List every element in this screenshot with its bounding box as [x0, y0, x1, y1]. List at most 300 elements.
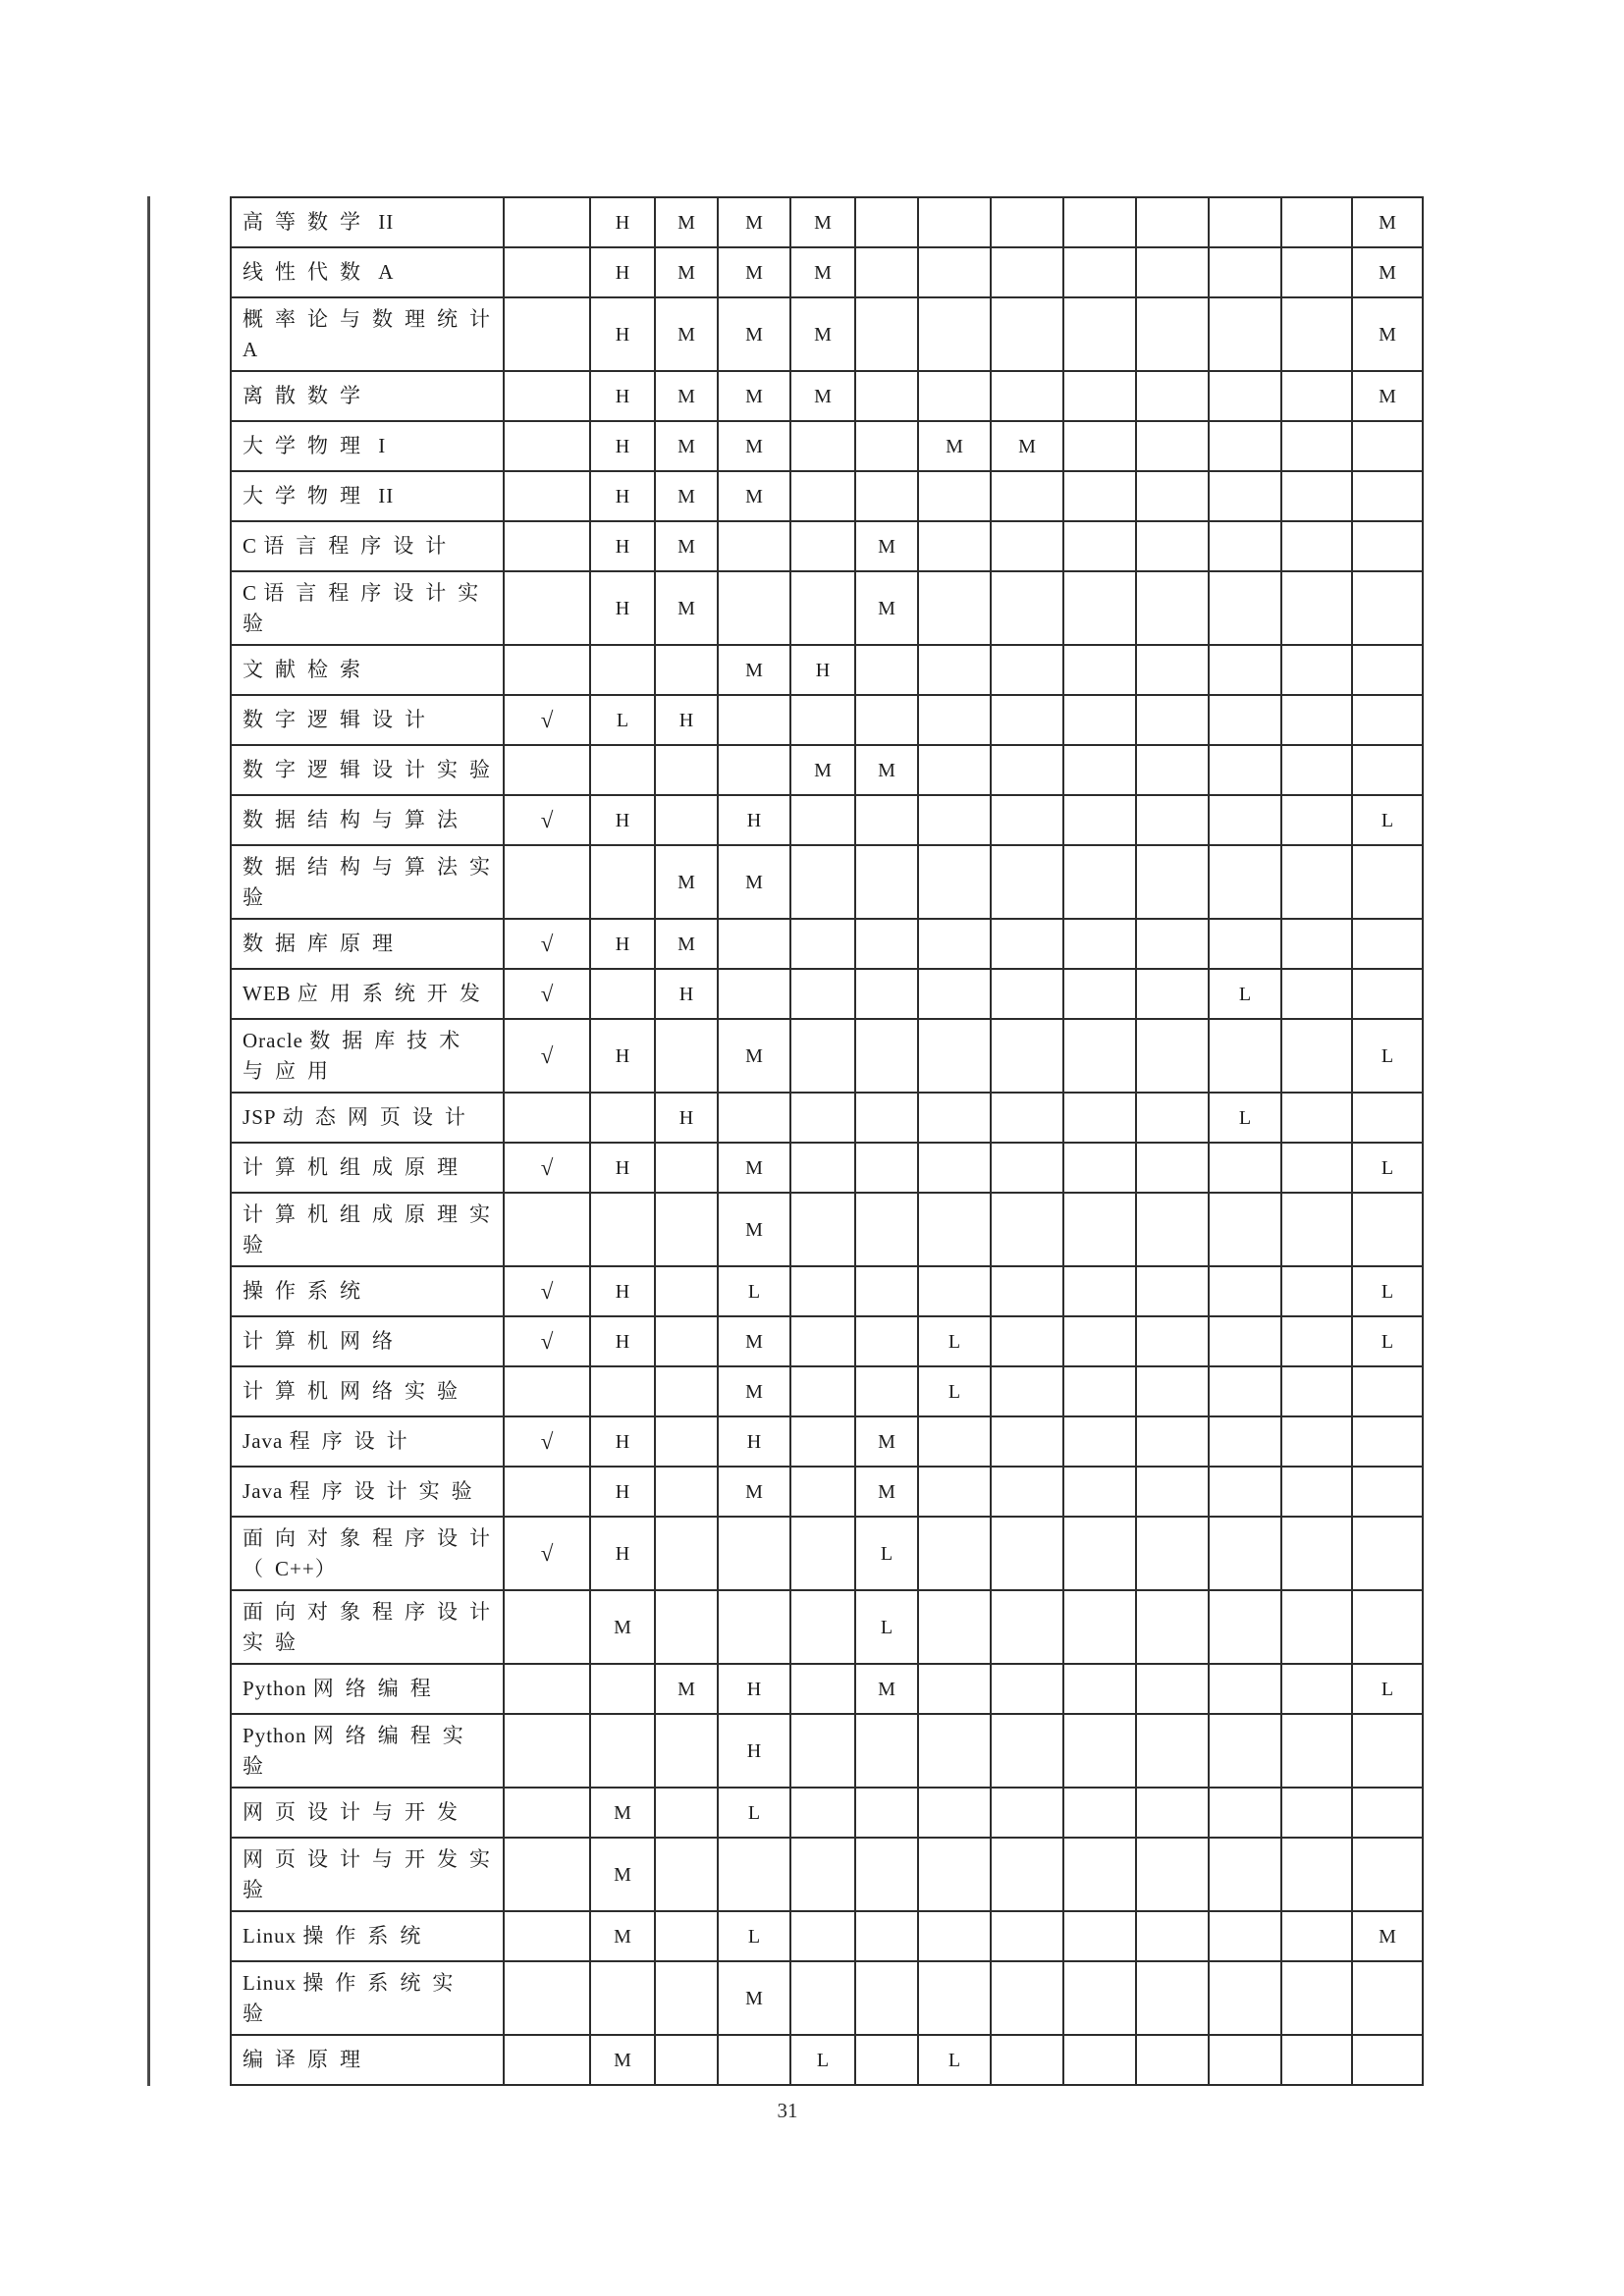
course-name-line: 数 据 库 原 理 [243, 932, 393, 955]
level-value-cell: L [919, 2036, 992, 2086]
level-value-cell [791, 1144, 856, 1194]
level-value-cell [856, 696, 919, 746]
level-value-cell [591, 1665, 656, 1715]
level-value-cell [591, 1962, 656, 2036]
level-value-cell [992, 1715, 1064, 1789]
level-value-cell [1282, 422, 1353, 472]
level-value-cell [919, 846, 992, 920]
level-value-cell [856, 1839, 919, 1912]
revision-bar [147, 196, 150, 2086]
level-value-cell [1353, 1715, 1424, 1789]
level-value-cell [919, 696, 992, 746]
level-value-cell: M [856, 1468, 919, 1518]
support-check-cell: √ [505, 696, 591, 746]
level-value-cell [1353, 1417, 1424, 1468]
level-value-cell: H [719, 796, 791, 846]
level-value-cell [1353, 1518, 1424, 1591]
level-value-cell [1064, 796, 1137, 846]
course-name-cell [232, 248, 505, 298]
level-value-cell [919, 372, 992, 422]
level-value-cell [1064, 298, 1137, 372]
course-name-line: Linux 操 作 系 统 实 [243, 1970, 454, 1995]
course-name-line: 文 献 检 索 [243, 658, 360, 681]
level-value-cell [1064, 1789, 1137, 1839]
level-value-cell [791, 1962, 856, 2036]
level-value-cell [1064, 1591, 1137, 1665]
level-value-cell [856, 796, 919, 846]
level-value-cell [1282, 746, 1353, 796]
level-value-cell [791, 1839, 856, 1912]
level-value-cell [591, 746, 656, 796]
matrix-table [230, 196, 1424, 2086]
page-number: 31 [777, 2099, 798, 2122]
level-value-cell [1137, 372, 1210, 422]
table-row [232, 1417, 1424, 1468]
level-value-cell [992, 198, 1064, 248]
level-value-cell [1137, 1839, 1210, 1912]
level-value-cell [1282, 1468, 1353, 1518]
support-check-cell [505, 572, 591, 646]
level-value-cell [1210, 1417, 1282, 1468]
level-value-cell [591, 1194, 656, 1267]
support-check-cell: √ [505, 1518, 591, 1591]
level-value-cell: H [591, 522, 656, 572]
level-value-cell: M [719, 198, 791, 248]
level-value-cell: L [1210, 1094, 1282, 1144]
level-value-cell [1064, 1267, 1137, 1317]
table-row [232, 422, 1424, 472]
support-check-cell: √ [505, 1417, 591, 1468]
level-value-cell [992, 796, 1064, 846]
level-value-cell [992, 746, 1064, 796]
course-name-line: A [243, 337, 258, 361]
level-value-cell [1137, 1367, 1210, 1417]
level-value-cell [1282, 1665, 1353, 1715]
support-check-cell [505, 1665, 591, 1715]
level-value-cell [1210, 1591, 1282, 1665]
course-name-line: 计 算 机 网 络 实 验 [243, 1379, 458, 1403]
level-value-cell [1064, 1665, 1137, 1715]
level-value-cell [1064, 1839, 1137, 1912]
level-value-cell [719, 920, 791, 970]
level-value-cell [791, 846, 856, 920]
level-value-cell [1353, 1468, 1424, 1518]
level-value-cell: H [719, 1665, 791, 1715]
level-value-cell [1137, 2036, 1210, 2086]
level-value-cell [1210, 696, 1282, 746]
support-check-cell [505, 1789, 591, 1839]
level-value-cell [591, 1367, 656, 1417]
level-value-cell [992, 1665, 1064, 1715]
level-value-cell [791, 920, 856, 970]
level-value-cell: M [719, 1020, 791, 1094]
level-value-cell [1210, 372, 1282, 422]
level-value-cell [992, 1912, 1064, 1962]
level-value-cell [992, 472, 1064, 522]
level-value-cell [919, 1665, 992, 1715]
table-row [232, 1020, 1424, 1094]
level-value-cell [1282, 1591, 1353, 1665]
level-value-cell [1353, 2036, 1424, 2086]
course-name-cell [232, 1789, 505, 1839]
level-value-cell [919, 1417, 992, 1468]
level-value-cell [1282, 248, 1353, 298]
level-value-cell [1282, 1417, 1353, 1468]
level-value-cell [1210, 846, 1282, 920]
level-value-cell [919, 472, 992, 522]
course-name-line: 数 据 结 构 与 算 法 实 [243, 854, 490, 879]
level-value-cell [791, 1518, 856, 1591]
level-value-cell [992, 372, 1064, 422]
level-value-cell [656, 1839, 719, 1912]
level-value-cell: H [591, 1417, 656, 1468]
level-value-cell: H [791, 646, 856, 696]
support-check-cell [505, 1715, 591, 1789]
level-value-cell [791, 1317, 856, 1367]
level-value-cell: M [591, 1912, 656, 1962]
level-value-cell [1064, 248, 1137, 298]
level-value-cell: M [719, 1962, 791, 2036]
level-value-cell [791, 1417, 856, 1468]
level-value-cell [992, 248, 1064, 298]
course-name-line: C 语 言 程 序 设 计 实 [243, 580, 479, 605]
course-name-cell [232, 372, 505, 422]
support-check-cell: √ [505, 1317, 591, 1367]
level-value-cell [919, 796, 992, 846]
level-value-cell [1064, 472, 1137, 522]
level-value-cell [1210, 472, 1282, 522]
level-value-cell [919, 970, 992, 1020]
level-value-cell [1137, 1715, 1210, 1789]
course-name-cell [232, 846, 505, 920]
course-name-line: 离 散 数 学 [243, 384, 360, 407]
table-row [232, 1367, 1424, 1417]
level-value-cell [719, 572, 791, 646]
level-value-cell: M [591, 1839, 656, 1912]
course-name-cell [232, 1194, 505, 1267]
course-name-line: JSP 动 态 网 页 设 计 [243, 1105, 465, 1129]
level-value-cell [919, 248, 992, 298]
course-name-line: Linux 操 作 系 统 [243, 1924, 421, 1948]
level-value-cell [1353, 1094, 1424, 1144]
course-name-line: Oracle 数 据 库 技 术 [243, 1028, 460, 1052]
level-value-cell [919, 522, 992, 572]
level-value-cell [1282, 1267, 1353, 1317]
level-value-cell [719, 696, 791, 746]
level-value-cell [1282, 198, 1353, 248]
level-value-cell [1064, 1417, 1137, 1468]
level-value-cell: M [1353, 1912, 1424, 1962]
level-value-cell [992, 1367, 1064, 1417]
level-value-cell [719, 522, 791, 572]
level-value-cell [719, 1094, 791, 1144]
level-value-cell: M [791, 372, 856, 422]
level-value-cell [919, 1715, 992, 1789]
level-value-cell [1282, 1715, 1353, 1789]
level-value-cell [992, 1317, 1064, 1367]
table-row [232, 1317, 1424, 1367]
level-value-cell: L [719, 1267, 791, 1317]
level-value-cell [919, 1912, 992, 1962]
level-value-cell [1353, 746, 1424, 796]
support-check-cell [505, 372, 591, 422]
level-value-cell [791, 1367, 856, 1417]
support-check-cell [505, 198, 591, 248]
level-value-cell [992, 1839, 1064, 1912]
level-value-cell [1137, 1020, 1210, 1094]
table-row [232, 2036, 1424, 2086]
table-row [232, 522, 1424, 572]
level-value-cell: H [591, 248, 656, 298]
course-name-line: 验 [243, 1877, 263, 1901]
level-value-cell: L [719, 1789, 791, 1839]
level-value-cell [656, 796, 719, 846]
course-name-line: 与 应 用 [243, 1058, 328, 1083]
level-value-cell [1137, 1194, 1210, 1267]
level-value-cell: H [591, 1317, 656, 1367]
level-value-cell [856, 970, 919, 1020]
course-name-cell [232, 1094, 505, 1144]
level-value-cell [1064, 1468, 1137, 1518]
course-name-line: Java 程 序 设 计 实 验 [243, 1479, 472, 1503]
level-value-cell: M [791, 248, 856, 298]
course-name-cell [232, 422, 505, 472]
level-value-cell: M [656, 572, 719, 646]
level-value-cell [1064, 1912, 1137, 1962]
level-value-cell [992, 1468, 1064, 1518]
level-value-cell [591, 646, 656, 696]
level-value-cell [992, 1518, 1064, 1591]
level-value-cell [1064, 846, 1137, 920]
support-check-cell [505, 1194, 591, 1267]
level-value-cell [1210, 1267, 1282, 1317]
course-name-cell [232, 1317, 505, 1367]
level-value-cell [1137, 970, 1210, 1020]
course-name-line: C 语 言 程 序 设 计 [243, 534, 447, 558]
level-value-cell [791, 1468, 856, 1518]
level-value-cell: L [856, 1591, 919, 1665]
level-value-cell [656, 1020, 719, 1094]
level-value-cell [1282, 920, 1353, 970]
course-name-cell [232, 696, 505, 746]
level-value-cell [1282, 572, 1353, 646]
level-value-cell [856, 2036, 919, 2086]
course-name-cell [232, 1912, 505, 1962]
level-value-cell: M [656, 522, 719, 572]
level-value-cell [1137, 1912, 1210, 1962]
level-value-cell [791, 572, 856, 646]
table-row [232, 1468, 1424, 1518]
level-value-cell [1137, 472, 1210, 522]
level-value-cell [791, 1094, 856, 1144]
level-value-cell [919, 1962, 992, 2036]
level-value-cell [1137, 248, 1210, 298]
course-name-line: 大 学 物 理 II [243, 484, 394, 507]
level-value-cell [992, 1962, 1064, 2036]
support-check-cell [505, 1468, 591, 1518]
course-name-cell [232, 1715, 505, 1789]
level-value-cell [1210, 522, 1282, 572]
level-value-cell [1353, 1789, 1424, 1839]
level-value-cell [919, 1468, 992, 1518]
course-name-line: 网 页 设 计 与 开 发 实 [243, 1846, 490, 1871]
level-value-cell [1210, 1912, 1282, 1962]
course-name-cell [232, 1144, 505, 1194]
course-name-line: 概 率 论 与 数 理 统 计 [243, 306, 490, 331]
level-value-cell [1210, 1962, 1282, 2036]
level-value-cell [591, 1715, 656, 1789]
course-name-line: 数 字 逻 辑 设 计 [243, 708, 425, 731]
level-value-cell: H [591, 372, 656, 422]
level-value-cell [919, 920, 992, 970]
level-value-cell [1353, 696, 1424, 746]
level-value-cell [1282, 1144, 1353, 1194]
course-name-line: 面 向 对 象 程 序 设 计 [243, 1599, 490, 1624]
level-value-cell: H [591, 1144, 656, 1194]
level-value-cell [992, 2036, 1064, 2086]
level-value-cell [919, 1518, 992, 1591]
level-value-cell: M [1353, 248, 1424, 298]
level-value-cell [1353, 522, 1424, 572]
course-name-line: Java 程 序 设 计 [243, 1429, 407, 1453]
level-value-cell [1137, 572, 1210, 646]
level-value-cell [856, 248, 919, 298]
level-value-cell [992, 298, 1064, 372]
course-name-line: 计 算 机 组 成 原 理 实 [243, 1201, 490, 1226]
level-value-cell [856, 1144, 919, 1194]
level-value-cell [656, 2036, 719, 2086]
level-value-cell [919, 1267, 992, 1317]
level-value-cell: L [1353, 1020, 1424, 1094]
level-value-cell [791, 1194, 856, 1267]
level-value-cell [1064, 1194, 1137, 1267]
level-value-cell [1282, 1518, 1353, 1591]
course-name-cell [232, 646, 505, 696]
course-name-cell [232, 1665, 505, 1715]
level-value-cell [1210, 572, 1282, 646]
level-value-cell [719, 1839, 791, 1912]
level-value-cell [1210, 1665, 1282, 1715]
course-name-line: 验 [243, 611, 263, 635]
table-row [232, 1144, 1424, 1194]
level-value-cell [856, 1789, 919, 1839]
level-value-cell [919, 298, 992, 372]
level-value-cell [656, 1912, 719, 1962]
level-value-cell [1353, 472, 1424, 522]
course-name-line: 数 字 逻 辑 设 计 实 验 [243, 758, 490, 781]
level-value-cell: M [791, 746, 856, 796]
level-value-cell [1064, 970, 1137, 1020]
level-value-cell: M [992, 422, 1064, 472]
support-check-cell [505, 746, 591, 796]
level-value-cell [1282, 1020, 1353, 1094]
course-name-cell [232, 1591, 505, 1665]
level-value-cell [1064, 696, 1137, 746]
course-name-line: 数 据 结 构 与 算 法 [243, 808, 458, 831]
table-row [232, 198, 1424, 248]
level-value-cell [992, 1267, 1064, 1317]
level-value-cell [1137, 1518, 1210, 1591]
level-value-cell: M [856, 746, 919, 796]
level-value-cell [1210, 1367, 1282, 1417]
level-value-cell [1353, 1839, 1424, 1912]
level-value-cell [1282, 1912, 1353, 1962]
level-value-cell: M [791, 198, 856, 248]
level-value-cell [1282, 1962, 1353, 2036]
level-value-cell [1353, 846, 1424, 920]
level-value-cell: H [591, 1468, 656, 1518]
course-name-cell [232, 796, 505, 846]
table-row [232, 1665, 1424, 1715]
table-row [232, 1962, 1424, 2036]
level-value-cell: L [919, 1367, 992, 1417]
support-check-cell [505, 522, 591, 572]
table-row [232, 1518, 1424, 1591]
table-row [232, 1715, 1424, 1789]
level-value-cell: H [591, 422, 656, 472]
support-check-cell: √ [505, 920, 591, 970]
level-value-cell: M [656, 422, 719, 472]
level-value-cell [591, 1094, 656, 1144]
level-value-cell [1282, 472, 1353, 522]
level-value-cell [656, 1367, 719, 1417]
support-check-cell [505, 422, 591, 472]
level-value-cell [992, 920, 1064, 970]
level-value-cell [1137, 298, 1210, 372]
level-value-cell: L [1210, 970, 1282, 1020]
level-value-cell [791, 472, 856, 522]
level-value-cell [1210, 1839, 1282, 1912]
level-value-cell [1282, 1194, 1353, 1267]
level-value-cell [1210, 1194, 1282, 1267]
level-value-cell: M [656, 846, 719, 920]
course-name-cell [232, 522, 505, 572]
level-value-cell [919, 1789, 992, 1839]
level-value-cell [1282, 970, 1353, 1020]
level-value-cell [1064, 198, 1137, 248]
level-value-cell [1137, 646, 1210, 696]
level-value-cell [919, 1094, 992, 1144]
level-value-cell [1137, 1962, 1210, 2036]
level-value-cell: M [791, 298, 856, 372]
level-value-cell [992, 572, 1064, 646]
level-value-cell [1064, 1144, 1137, 1194]
level-value-cell [1282, 1094, 1353, 1144]
level-value-cell [1064, 1094, 1137, 1144]
level-value-cell [1137, 1789, 1210, 1839]
level-value-cell: M [719, 846, 791, 920]
level-value-cell [1210, 646, 1282, 696]
level-value-cell [919, 572, 992, 646]
table-row [232, 1789, 1424, 1839]
level-value-cell [1353, 422, 1424, 472]
course-name-cell [232, 920, 505, 970]
level-value-cell [1064, 1962, 1137, 2036]
level-value-cell [992, 522, 1064, 572]
level-value-cell [992, 1144, 1064, 1194]
level-value-cell: M [856, 1417, 919, 1468]
level-value-cell [856, 1094, 919, 1144]
course-name-cell [232, 2036, 505, 2086]
level-value-cell [1064, 1715, 1137, 1789]
level-value-cell: M [1353, 198, 1424, 248]
level-value-cell [1064, 646, 1137, 696]
support-check-cell [505, 1094, 591, 1144]
course-name-cell [232, 1962, 505, 2036]
level-value-cell [856, 298, 919, 372]
level-value-cell [1210, 2036, 1282, 2086]
level-value-cell [719, 2036, 791, 2086]
